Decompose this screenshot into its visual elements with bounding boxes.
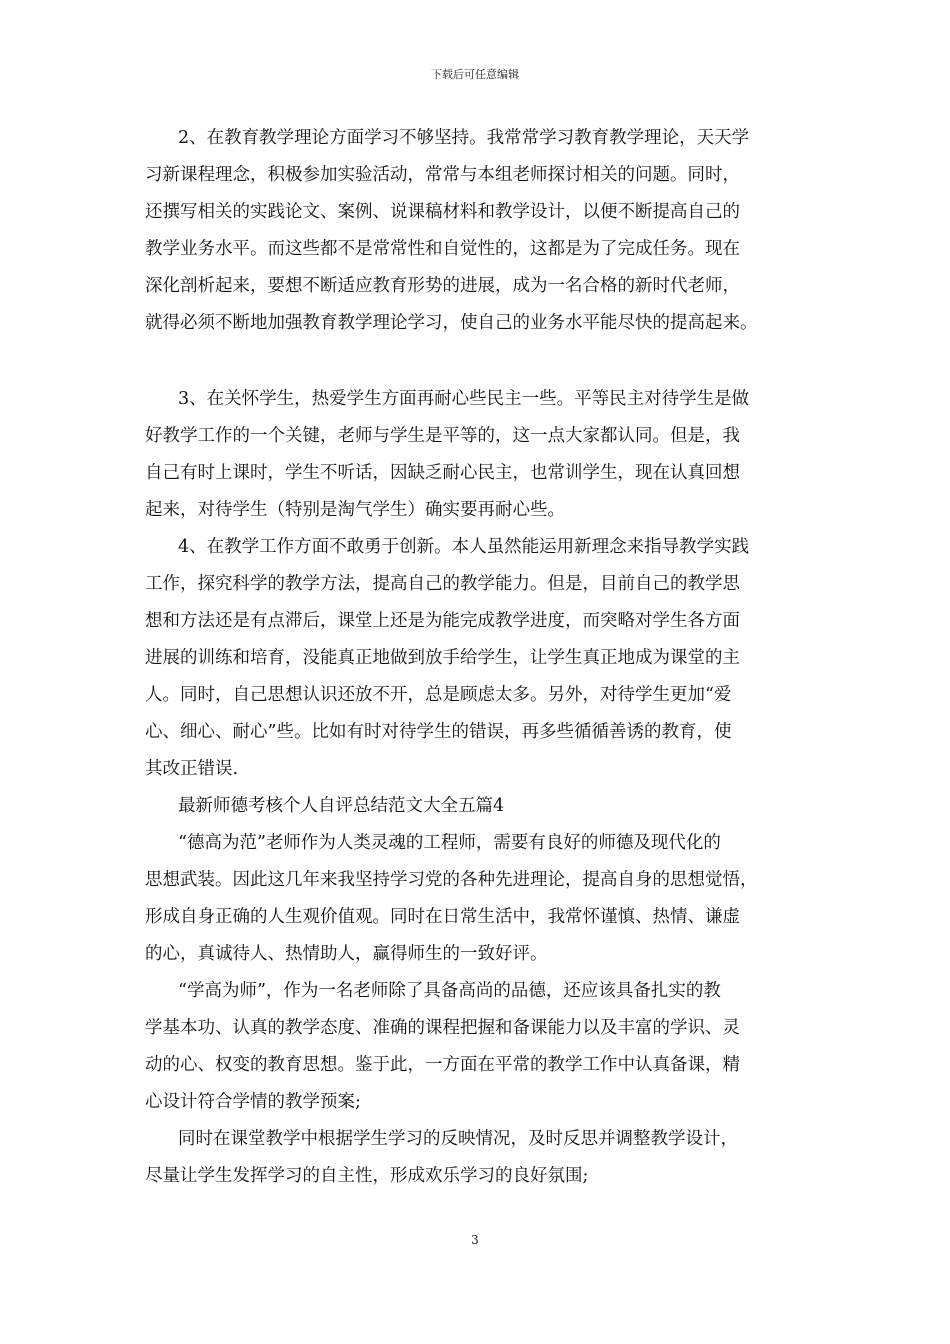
- section-heading: 最新师德考核个人自评总结范文大全五篇4: [178, 796, 505, 816]
- text-line: 尽量让学生发挥学习的自主性，形成欢乐学习的良好氛围;: [145, 1166, 589, 1186]
- text-line: 同时在课堂教学中根据学生学习的反映情况，及时反思并调整教学设计，: [178, 1129, 738, 1149]
- text-line: 深化剖析起来，要想不断适应教育形势的进展，成为一名合格的新时代老师，: [145, 276, 740, 296]
- text-line: 其改正错误.: [145, 759, 239, 779]
- text-line: 起来，对待学生（特别是淘气学生）确实要再耐心些。: [145, 500, 565, 520]
- text-line: 还撰写相关的实践论文、案例、说课稿材料和教学设计，以便不断提高自己的: [145, 202, 740, 222]
- text-line: 学基本功、认真的教学态度、准确的课程把握和备课能力以及丰富的学识、灵: [145, 1018, 740, 1038]
- text-line: “学高为师”，作为一名老师除了具备高尚的品德，还应该具备扎实的教: [178, 981, 721, 1001]
- text-line: 进展的训练和培育，没能真正地做到放手给学生，让学生真正地成为课堂的主: [145, 648, 740, 668]
- text-line: 就得必须不断地加强教育教学理论学习，使自己的业务水平能尽快的提高起来。: [145, 313, 758, 333]
- text-line: “德高为范”老师作为人类灵魂的工程师，需要有良好的师德及现代化的: [178, 833, 721, 853]
- text-line: 动的心、权变的教育思想。鉴于此，一方面在平常的教学工作中认真备课，精: [145, 1055, 740, 1075]
- text-line: 2、在教育教学理论方面学习不够坚持。我常常学习教育教学理论，天天学: [178, 128, 750, 148]
- text-line: 心设计符合学情的教学预案;: [145, 1092, 361, 1112]
- text-line: 想和方法还是有点滞后，课堂上还是为能完成教学进度，而突略对学生各方面: [145, 611, 740, 631]
- text-line: 好教学工作的一个关键，老师与学生是平等的，这一点大家都认同。但是，我: [145, 426, 740, 446]
- text-line: 心、细心、耐心”些。比如有时对待学生的错误，再多些循循善诱的教育，使: [145, 722, 732, 742]
- text-line: 人。同时，自己思想认识还放不开，总是顾虑太多。另外，对待学生更加“爱: [145, 685, 732, 705]
- page-number: 3: [471, 1233, 479, 1247]
- page-header: 下载后可任意编辑: [431, 68, 519, 81]
- text-line: 形成自身正确的人生观价值观。同时在日常生活中，我常怀谨慎、热情、谦虚: [145, 907, 740, 927]
- text-line: 习新课程理念，积极参加实验活动，常常与本组老师探讨相关的问题。同时，: [145, 165, 740, 185]
- text-line: 3、在关怀学生，热爱学生方面再耐心些民主一些。平等民主对待学生是做: [178, 389, 750, 409]
- text-line: 自己有时上课时，学生不听话，因缺乏耐心民主，也常训学生，现在认真回想: [145, 463, 740, 483]
- text-line: 4、在教学工作方面不敢勇于创新。本人虽然能运用新理念来指导教学实践: [178, 537, 750, 557]
- text-line: 思想武装。因此这几年来我坚持学习党的各种先进理论，提高自身的思想觉悟，: [145, 870, 758, 890]
- text-line: 工作，探究科学的教学方法，提高自己的教学能力。但是，目前自己的教学思: [145, 574, 740, 594]
- text-line: 的心，真诚待人、热情助人，赢得师生的一致好评。: [145, 944, 548, 964]
- text-line: 教学业务水平。而这些都不是常常性和自觉性的，这都是为了完成任务。现在: [145, 239, 740, 259]
